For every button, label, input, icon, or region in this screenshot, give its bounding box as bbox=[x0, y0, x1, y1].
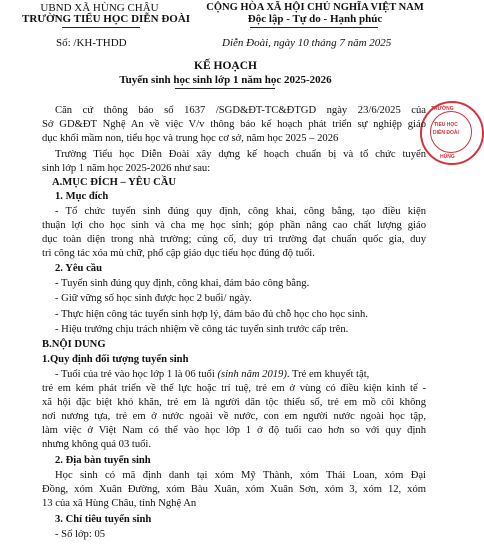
eligibility-birth-year: (sinh năm 2019) bbox=[217, 369, 287, 380]
purpose-line2: thuận lợi cho học sinh và cha mẹ học sinh; góp phần nâng cao chất lượng giáo bbox=[42, 220, 426, 231]
doc-title: KẾ HOẠCH bbox=[194, 60, 257, 72]
eligibility-line6: nhưng không quá 03 tuổi. bbox=[42, 439, 152, 450]
stamp-text-2: TIỂU HỌC bbox=[434, 122, 458, 128]
purpose-line3: dục toàn diện trong nhà trường; củng cố, duy trì trường đạt chuẩn quốc gia, duy bbox=[42, 234, 426, 245]
doc-number: Số: /KH-THDD bbox=[56, 37, 127, 49]
eligibility-line1 bbox=[55, 368, 369, 381]
heading-purpose: 1. Mục đích bbox=[55, 191, 109, 202]
school-stamp bbox=[420, 101, 484, 165]
stamp-text-3: DIỄN ĐOÀI bbox=[433, 130, 459, 136]
p2-line2: sinh lớp 1 năm học 2025-2026 như sau: bbox=[42, 163, 211, 174]
doc-date: Diễn Đoài, ngày 10 tháng 7 năm 2025 bbox=[222, 37, 392, 49]
header-left-rule bbox=[62, 27, 140, 28]
requirement-3: - Thực hiện công tác tuyển sinh hợp lý, đảm bảo đủ chỗ học cho học sinh. bbox=[55, 309, 369, 320]
requirement-1: - Tuyển sinh đúng quy định, công khai, đảm bảo công bằng. bbox=[55, 278, 310, 289]
eligibility-text-c: . Trẻ em khuyết tật, bbox=[286, 369, 370, 380]
stamp-text-1: TRƯỜNG bbox=[431, 106, 454, 112]
heading-area: 2. Địa bàn tuyển sinh bbox=[55, 455, 151, 466]
purpose-line1: - Tổ chức tuyển sinh đúng quy định, công khai, công bằng, tạo điều kiện bbox=[55, 206, 426, 217]
eligibility-line5: làm việc ở Việt Nam có thể vào học lớp 1 ở độ tuổi cao hơn so với quy định bbox=[42, 425, 426, 436]
area-line2: Đồng, xóm Xuân Đường, xóm Bàu Xuân, xóm Xuân Sơn, xóm 3, xóm 12, xóm bbox=[42, 484, 426, 495]
p1-line1: Căn cứ thông báo số 1637 /SGD&ĐT-TC&ĐTGD ngày 23/6/2025 của bbox=[55, 105, 426, 116]
title-rule bbox=[175, 88, 275, 89]
section-b-heading: B.NỘI DUNG bbox=[42, 339, 106, 350]
stamp-text-4: HÙNG bbox=[440, 154, 455, 160]
heading-eligibility: 1.Quy định đối tượng tuyển sinh bbox=[42, 354, 189, 365]
header-org: UBND XÃ HÙNG CHÂU bbox=[40, 2, 159, 14]
eligibility-line3: xã hội đặc biệt khó khăn, trẻ em là người dân tộc thiểu số, trẻ em mồ côi không bbox=[42, 397, 426, 408]
requirement-2: - Giữ vững số học sinh được học 2 buổi/ ngày. bbox=[55, 293, 252, 304]
heading-quota: 3. Chỉ tiêu tuyển sinh bbox=[55, 514, 152, 525]
eligibility-line2: trẻ em kém phát triển về thể lực hoặc trí tuệ, trẻ em ở vùng có điều kiện kinh tế - bbox=[42, 383, 426, 394]
p1-line2: Sở GD&ĐT Nghệ An về việc V/v thông báo kế hoạch phát triển sự nghiệp giáo bbox=[42, 119, 426, 130]
requirement-4: - Hiệu trưởng chịu trách nhiệm về công tác tuyển sinh trước cấp trên. bbox=[55, 324, 349, 335]
area-line1: Học sinh có mã định danh tại xóm Mỹ Thành, xóm Thái Loan, xóm Đại bbox=[55, 470, 426, 481]
header-right-rule bbox=[250, 27, 378, 28]
header-motto: Độc lập - Tự do - Hạnh phúc bbox=[247, 13, 383, 25]
eligibility-line4: nơi nương tựa, trẻ em ở nước ngoài về nước, con em người nước ngoài học tập, bbox=[42, 411, 426, 422]
heading-requirements: 2. Yêu cầu bbox=[55, 263, 102, 274]
eligibility-text-a: - Tuổi của trẻ vào học lớp 1 là 06 tuổi bbox=[55, 369, 218, 380]
section-a-heading: A.MỤC ĐÍCH – YÊU CẦU bbox=[52, 177, 177, 188]
header-school: TRƯỜNG TIỂU HỌC DIỄN ĐOÀI bbox=[22, 13, 191, 25]
doc-subtitle: Tuyển sinh học sinh lớp 1 năm học 2025-2026 bbox=[119, 74, 332, 86]
p2-line1: Trường Tiểu học Diễn Đoài xây dựng kế hoạch chuẩn bị và tổ chức tuyển bbox=[55, 149, 426, 160]
purpose-line4: trì công tác xóa mù chữ, phổ cập giáo dục tiểu học đúng độ tuổi. bbox=[42, 248, 315, 259]
p1-line3: dục khối mầm non, tiểu học và trung học cơ sở, năm học 2025 – 2026 bbox=[42, 133, 339, 144]
quota-classes: - Số lớp: 05 bbox=[55, 529, 106, 540]
area-line3: 13 của xã Hùng Châu, tỉnh Nghệ An bbox=[42, 498, 197, 509]
header-country: CỘNG HÒA XÃ HỘI CHỦ NGHĨA VIỆT NAM bbox=[206, 2, 424, 13]
